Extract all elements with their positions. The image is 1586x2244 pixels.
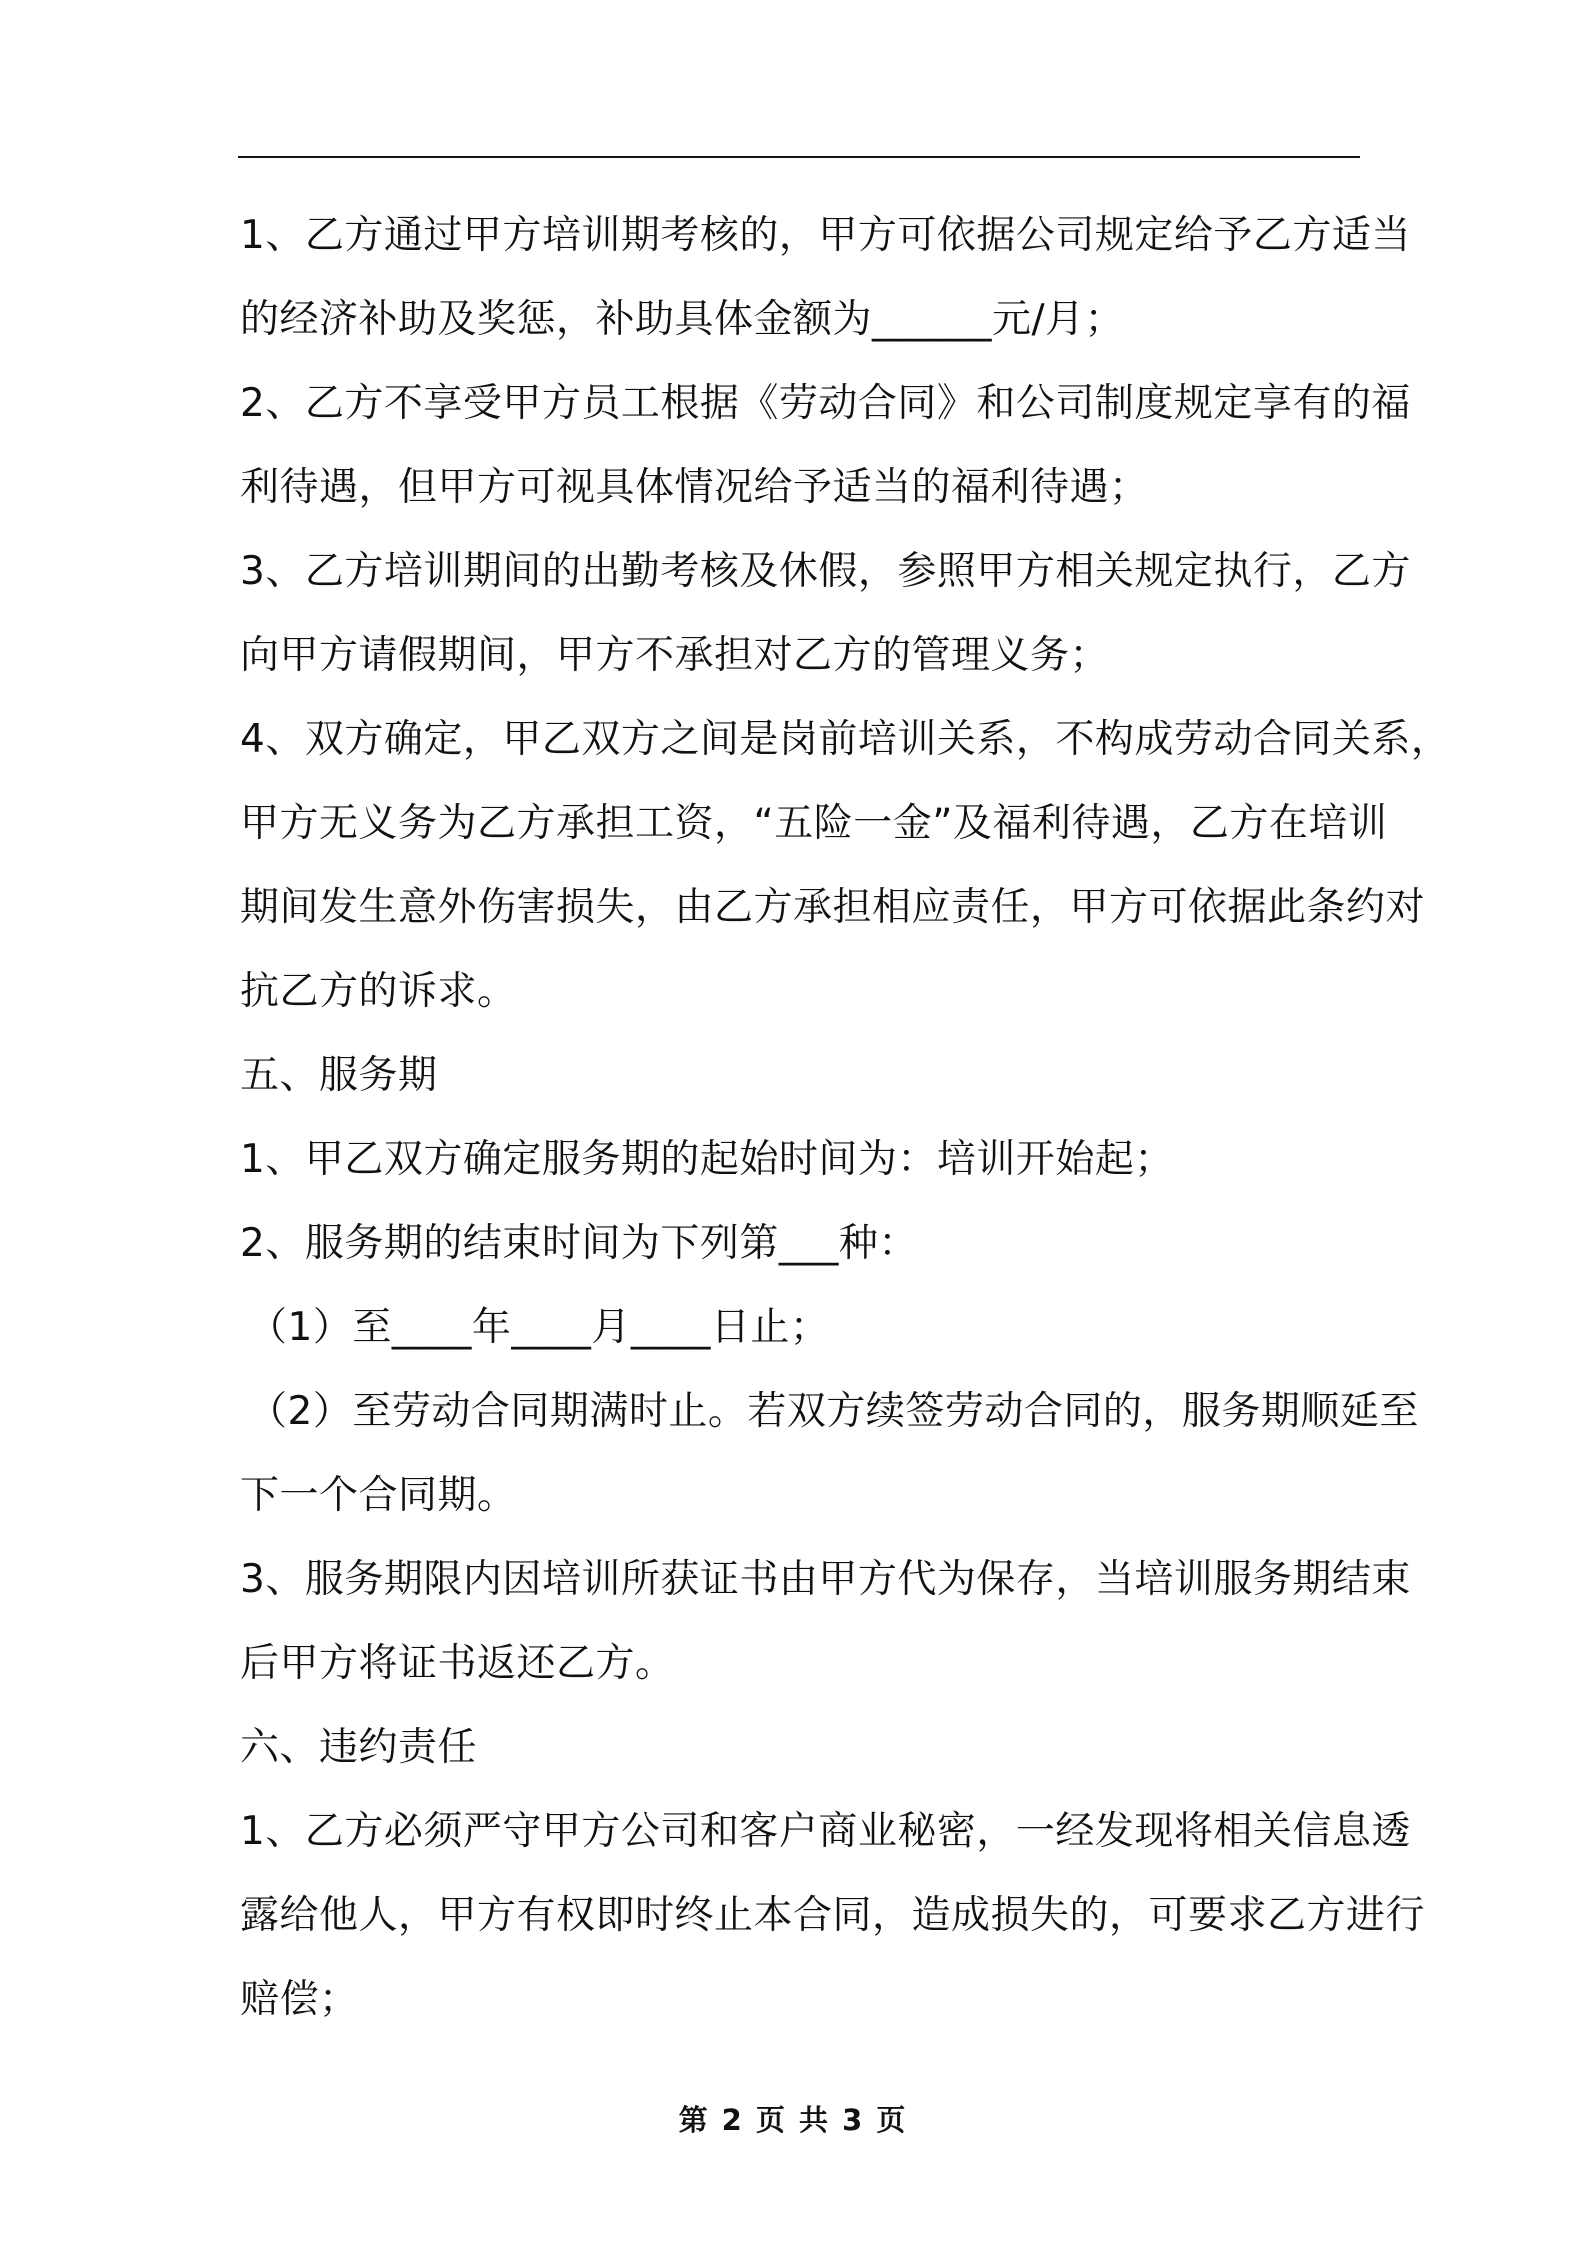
text-line: 向甲方请假期间，甲方不承担对乙方的管理义务； bbox=[240, 633, 1110, 678]
section-heading: 六、违约责任 bbox=[240, 1725, 478, 1770]
document-body bbox=[240, 194, 1451, 2042]
text-line: 后甲方将证书返还乙方。 bbox=[240, 1641, 675, 1686]
text-line: 利待遇，但甲方可视具体情况给予适当的福利待遇； bbox=[240, 465, 1149, 510]
page-number-footer: 第 2 页 共 3 页 bbox=[678, 2103, 908, 2137]
text-line: 2、乙方不享受甲方员工根据《劳动合同》和公司制度规定享有的福 bbox=[240, 381, 1411, 426]
text-line: 露给他人，甲方有权即时终止本合同，造成损失的，可要求乙方进行 bbox=[240, 1893, 1426, 1938]
text-line: 3、乙方培训期间的出勤考核及休假，参照甲方相关规定执行，乙方 bbox=[240, 549, 1411, 594]
text-line: （2）至劳动合同期满时止。若双方续签劳动合同的，服务期顺延至 bbox=[248, 1389, 1419, 1434]
text-line: 期间发生意外伤害损失，由乙方承担相应责任，甲方可依据此条约对 bbox=[240, 885, 1426, 930]
section-heading: 五、服务期 bbox=[240, 1053, 438, 1098]
text-line: 抗乙方的诉求。 bbox=[240, 969, 517, 1014]
text-line: 3、服务期限内因培训所获证书由甲方代为保存，当培训服务期结束 bbox=[240, 1557, 1411, 1602]
text-line: 4、双方确定，甲乙双方之间是岗前培训关系，不构成劳动合同关系， bbox=[240, 717, 1451, 762]
text-line: 1、甲乙双方确定服务期的起始时间为：培训开始起； bbox=[240, 1137, 1174, 1182]
text-line: 甲方无义务为乙方承担工资，“五险一金”及福利待遇，乙方在培训 bbox=[240, 801, 1388, 846]
text-line: 赔偿； bbox=[240, 1977, 359, 2022]
text-line: 的经济补助及奖惩，补助具体金额为______元/月； bbox=[240, 297, 1125, 342]
text-line: （1）至____年____月____日止； bbox=[248, 1305, 830, 1350]
header-rule bbox=[238, 156, 1360, 158]
text-line: 1、乙方通过甲方培训期考核的，甲方可依据公司规定给予乙方适当 bbox=[240, 213, 1411, 258]
text-line: 下一个合同期。 bbox=[240, 1473, 517, 1518]
text-line: 1、乙方必须严守甲方公司和客户商业秘密，一经发现将相关信息透 bbox=[240, 1809, 1411, 1854]
text-line: 2、服务期的结束时间为下列第___种： bbox=[240, 1221, 918, 1266]
